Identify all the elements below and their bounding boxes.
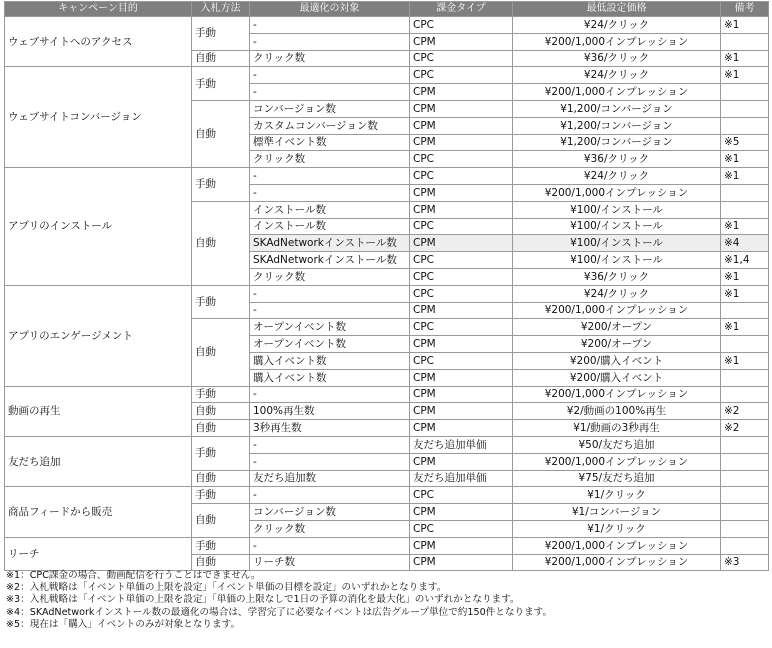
- note-cell: [721, 336, 769, 353]
- note-cell: [721, 369, 769, 386]
- optimization-target-cell: クリック数: [250, 268, 410, 285]
- optimization-target-cell: 100%再生数: [250, 403, 410, 420]
- footnote-line: ※2：入札戦略は「イベント単価の上限を設定」「イベント単価の目標を設定」のいずれかとなります。: [6, 582, 447, 594]
- note-cell: ※5: [721, 134, 769, 151]
- minimum-price-cell: ¥200/オープン: [513, 336, 721, 353]
- bid-method-cell: 手動: [192, 285, 250, 319]
- billing-type-cell: CPM: [410, 403, 513, 420]
- footnote-line: ※4：SKAdNetworkインストール数の最適化の場合は、学習完了に必要なイベントは広告グループ単位で約150件となります。: [6, 606, 553, 618]
- minimum-price-cell: ¥36/クリック: [513, 151, 721, 168]
- minimum-price-cell: ¥50/友だち追加: [513, 436, 721, 453]
- note-cell: [721, 470, 769, 487]
- optimization-target-cell: -: [250, 487, 410, 504]
- bid-method-cell: 手動: [192, 67, 250, 101]
- billing-type-cell: CPM: [410, 84, 513, 101]
- optimization-target-cell: -: [250, 184, 410, 201]
- billing-type-cell: CPM: [410, 134, 513, 151]
- campaign-objective-cell: アプリのインストール: [5, 168, 192, 286]
- billing-type-cell: CPM: [410, 100, 513, 117]
- optimization-target-cell: コンバージョン数: [250, 100, 410, 117]
- minimum-price-cell: ¥200/1,000インプレッション: [513, 184, 721, 201]
- table-row: [5, 386, 769, 403]
- bid-method-cell: 手動: [192, 386, 250, 403]
- header-bid-method: 入札方法: [192, 2, 250, 17]
- note-cell: ※1: [721, 17, 769, 34]
- optimization-target-cell: -: [250, 17, 410, 34]
- minimum-price-cell: ¥75/友だち追加: [513, 470, 721, 487]
- minimum-price-cell: ¥200/1,000インプレッション: [513, 302, 721, 319]
- optimization-target-cell: コンバージョン数: [250, 504, 410, 521]
- billing-type-cell: CPC: [410, 50, 513, 67]
- billing-type-cell: CPC: [410, 252, 513, 269]
- header-billing-type: 課金タイプ: [410, 2, 513, 17]
- note-cell: [721, 302, 769, 319]
- table-header-row: [5, 2, 769, 17]
- optimization-target-cell: -: [250, 453, 410, 470]
- billing-type-cell: 友だち追加単価: [410, 436, 513, 453]
- bid-method-cell: 手動: [192, 17, 250, 51]
- minimum-price-cell: ¥100/インストール: [513, 235, 721, 252]
- optimization-target-cell: クリック数: [250, 151, 410, 168]
- optimization-target-cell: -: [250, 168, 410, 185]
- bid-method-cell: 自動: [192, 554, 250, 571]
- bid-method-cell: 自動: [192, 403, 250, 420]
- billing-type-cell: CPM: [410, 201, 513, 218]
- note-cell: [721, 386, 769, 403]
- minimum-price-cell: ¥36/クリック: [513, 50, 721, 67]
- table-row: [5, 67, 769, 84]
- bid-method-cell: 自動: [192, 201, 250, 285]
- note-cell: ※1: [721, 67, 769, 84]
- table-body: [5, 17, 769, 571]
- minimum-price-cell: ¥200/1,000インプレッション: [513, 386, 721, 403]
- note-cell: ※1: [721, 319, 769, 336]
- minimum-price-cell: ¥36/クリック: [513, 268, 721, 285]
- note-cell: ※1: [721, 268, 769, 285]
- note-cell: ※1: [721, 151, 769, 168]
- table-row: [5, 537, 769, 554]
- note-cell: [721, 453, 769, 470]
- campaign-objective-cell: 友だち追加: [5, 436, 192, 486]
- note-cell: [721, 184, 769, 201]
- campaign-objective-cell: リーチ: [5, 537, 192, 571]
- optimization-target-cell: インストール数: [250, 201, 410, 218]
- optimization-target-cell: -: [250, 33, 410, 50]
- optimization-target-cell: SKAdNetworkインストール数: [250, 235, 410, 252]
- bid-method-cell: 自動: [192, 319, 250, 386]
- optimization-target-cell: -: [250, 84, 410, 101]
- optimization-target-cell: -: [250, 302, 410, 319]
- billing-type-cell: CPM: [410, 420, 513, 437]
- billing-type-cell: CPC: [410, 268, 513, 285]
- header-campaign-objective: キャンペーン目的: [5, 2, 192, 17]
- minimum-price-cell: ¥200/購入イベント: [513, 369, 721, 386]
- billing-type-cell: CPC: [410, 17, 513, 34]
- optimization-target-cell: 友だち追加数: [250, 470, 410, 487]
- minimum-price-cell: ¥100/インストール: [513, 252, 721, 269]
- bid-method-cell: 自動: [192, 504, 250, 538]
- optimization-target-cell: カスタムコンバージョン数: [250, 117, 410, 134]
- minimum-price-cell: ¥200/1,000インプレッション: [513, 554, 721, 571]
- optimization-target-cell: インストール数: [250, 218, 410, 235]
- note-cell: ※2: [721, 420, 769, 437]
- note-cell: [721, 33, 769, 50]
- optimization-target-cell: -: [250, 285, 410, 302]
- table-row: [5, 487, 769, 504]
- optimization-target-cell: -: [250, 67, 410, 84]
- minimum-price-cell: ¥24/クリック: [513, 285, 721, 302]
- bid-method-cell: 手動: [192, 168, 250, 202]
- campaign-objective-cell: 商品フィードから販売: [5, 487, 192, 537]
- billing-type-cell: CPM: [410, 235, 513, 252]
- table-row: [5, 436, 769, 453]
- optimization-target-cell: クリック数: [250, 50, 410, 67]
- note-cell: ※1: [721, 352, 769, 369]
- minimum-price-cell: ¥1,200/コンバージョン: [513, 134, 721, 151]
- billing-type-cell: CPM: [410, 336, 513, 353]
- billing-type-cell: CPM: [410, 386, 513, 403]
- billing-type-cell: CPC: [410, 285, 513, 302]
- optimization-target-cell: -: [250, 537, 410, 554]
- billing-type-cell: CPC: [410, 151, 513, 168]
- optimization-target-cell: SKAdNetworkインストール数: [250, 252, 410, 269]
- campaign-objective-cell: アプリのエンゲージメント: [5, 285, 192, 386]
- billing-type-cell: CPM: [410, 453, 513, 470]
- minimum-price-cell: ¥1/クリック: [513, 487, 721, 504]
- minimum-price-cell: ¥200/購入イベント: [513, 352, 721, 369]
- billing-type-cell: CPM: [410, 537, 513, 554]
- billing-type-cell: CPM: [410, 184, 513, 201]
- header-minimum-price: 最低設定価格: [513, 2, 721, 17]
- optimization-target-cell: 購入イベント数: [250, 369, 410, 386]
- billing-type-cell: CPM: [410, 504, 513, 521]
- note-cell: [721, 537, 769, 554]
- optimization-target-cell: クリック数: [250, 520, 410, 537]
- billing-type-cell: CPC: [410, 319, 513, 336]
- campaign-objective-cell: 動画の再生: [5, 386, 192, 436]
- header-notes: 備考: [721, 2, 769, 17]
- note-cell: [721, 201, 769, 218]
- bid-method-cell: 自動: [192, 470, 250, 487]
- minimum-price-cell: ¥100/インストール: [513, 218, 721, 235]
- bid-method-cell: 手動: [192, 436, 250, 470]
- bid-method-cell: 手動: [192, 537, 250, 554]
- billing-type-cell: CPM: [410, 554, 513, 571]
- minimum-price-cell: ¥2/動画の100%再生: [513, 403, 721, 420]
- note-cell: [721, 84, 769, 101]
- minimum-price-cell: ¥1/クリック: [513, 520, 721, 537]
- bid-method-cell: 自動: [192, 100, 250, 167]
- note-cell: ※1,4: [721, 252, 769, 269]
- minimum-price-cell: ¥1,200/コンバージョン: [513, 117, 721, 134]
- minimum-bid-table: [4, 1, 769, 571]
- optimization-target-cell: 3秒再生数: [250, 420, 410, 437]
- optimization-target-cell: 標準イベント数: [250, 134, 410, 151]
- table-row: [5, 17, 769, 34]
- footnotes: [6, 570, 552, 631]
- billing-type-cell: 友だち追加単価: [410, 470, 513, 487]
- bid-method-cell: 自動: [192, 420, 250, 437]
- billing-type-cell: CPC: [410, 67, 513, 84]
- billing-type-cell: CPC: [410, 487, 513, 504]
- billing-type-cell: CPC: [410, 352, 513, 369]
- note-cell: ※1: [721, 218, 769, 235]
- minimum-price-cell: ¥200/1,000インプレッション: [513, 33, 721, 50]
- note-cell: [721, 520, 769, 537]
- table-row: [5, 285, 769, 302]
- billing-type-cell: CPM: [410, 302, 513, 319]
- note-cell: [721, 100, 769, 117]
- note-cell: ※1: [721, 285, 769, 302]
- minimum-price-cell: ¥100/インストール: [513, 201, 721, 218]
- minimum-price-cell: ¥200/1,000インプレッション: [513, 84, 721, 101]
- bid-method-cell: 自動: [192, 50, 250, 67]
- header-optimization-target: 最適化の対象: [250, 2, 410, 17]
- optimization-target-cell: オープンイベント数: [250, 319, 410, 336]
- optimization-target-cell: 購入イベント数: [250, 352, 410, 369]
- billing-type-cell: CPM: [410, 33, 513, 50]
- note-cell: ※1: [721, 168, 769, 185]
- billing-type-cell: CPC: [410, 218, 513, 235]
- bid-method-cell: 手動: [192, 487, 250, 504]
- note-cell: [721, 504, 769, 521]
- note-cell: [721, 436, 769, 453]
- table-row: [5, 168, 769, 185]
- minimum-price-cell: ¥24/クリック: [513, 17, 721, 34]
- note-cell: [721, 487, 769, 504]
- footnote-line: ※1：CPC課金の場合、動画配信を行うことはできません。: [6, 570, 261, 581]
- footnote-line: ※5：現在は「購入」イベントのみが対象となります。: [6, 618, 241, 630]
- note-cell: [721, 117, 769, 134]
- optimization-target-cell: -: [250, 436, 410, 453]
- billing-type-cell: CPM: [410, 117, 513, 134]
- minimum-price-cell: ¥1/動画の3秒再生: [513, 420, 721, 437]
- minimum-price-cell: ¥1/コンバージョン: [513, 504, 721, 521]
- campaign-objective-cell: ウェブサイトコンバージョン: [5, 67, 192, 168]
- minimum-price-cell: ¥1,200/コンバージョン: [513, 100, 721, 117]
- note-cell: ※1: [721, 50, 769, 67]
- note-cell: ※3: [721, 554, 769, 571]
- note-cell: ※2: [721, 403, 769, 420]
- optimization-target-cell: リーチ数: [250, 554, 410, 571]
- billing-type-cell: CPM: [410, 369, 513, 386]
- minimum-price-cell: ¥24/クリック: [513, 67, 721, 84]
- minimum-price-cell: ¥24/クリック: [513, 168, 721, 185]
- footnote-line: ※3：入札戦略は「イベント単価の上限を設定」「単価の上限なしで1日の予算の消化を最大化」のいずれかとなります。: [6, 594, 520, 606]
- minimum-price-cell: ¥200/オープン: [513, 319, 721, 336]
- campaign-objective-cell: ウェブサイトへのアクセス: [5, 17, 192, 67]
- minimum-price-cell: ¥200/1,000インプレッション: [513, 453, 721, 470]
- billing-type-cell: CPC: [410, 520, 513, 537]
- note-cell: ※4: [721, 235, 769, 252]
- optimization-target-cell: オープンイベント数: [250, 336, 410, 353]
- optimization-target-cell: -: [250, 386, 410, 403]
- billing-type-cell: CPC: [410, 168, 513, 185]
- minimum-price-cell: ¥200/1,000インプレッション: [513, 537, 721, 554]
